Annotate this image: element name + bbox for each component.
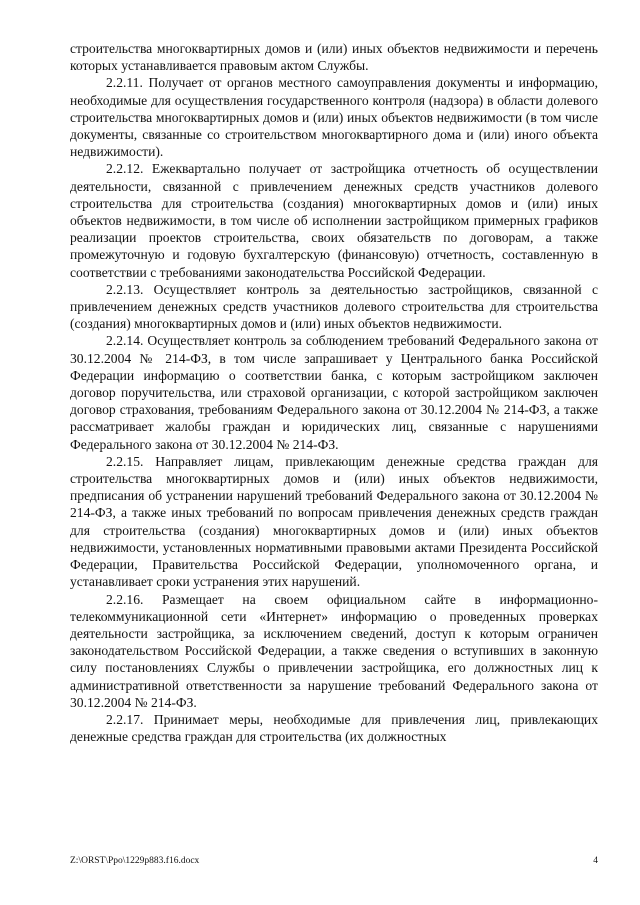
page-number: 4 <box>593 856 598 866</box>
file-path: Z:\ORST\Ppo\1229p883.f16.docx <box>70 856 200 866</box>
paragraph-2-2-17: 2.2.17. Принимает меры, необходимые для привлечения лиц, привлекающих денежные средства граждан для строительства (их должностных <box>70 711 598 745</box>
paragraph-2-2-11: 2.2.11. Получает от органов местного самоуправления документы и информацию, необходимые для осуществления государственного контроля (надзора) в области долевого строительства многоквартирных домов и (или) иных объектов недвижимости (в том числе документы, связанные со строительством многоквартирного дома и (или) иного объекта недвижимости). <box>70 75 598 160</box>
paragraph-2-2-12: 2.2.12. Ежеквартально получает от застройщика отчетность об осуществлении деятельности, связанной с привлечением денежных средств участников долевого строительства для строительства (создания) многоквартирных домов и (или) иных объектов недвижимости, в том числе об исполнении застройщиком примерных графиков реализации проектов строительства, своих обязательств по договорам, а также промежуточную и годовую бухгалтерскую (финансовую) отчетность, составленную в соответствии с требованиями законодательства Российской Федерации. <box>70 161 598 280</box>
paragraph-continuation: строительства многоквартирных домов и (или) иных объектов недвижимости и перечень которых устанавливается правовым актом Службы. <box>70 41 598 74</box>
paragraph-2-2-13: 2.2.13. Осуществляет контроль за деятельностью застройщиков, связанной с привлечением денежных средств участников долевого строительства для строительства (создания) многоквартирных домов и (или) иных объектов недвижимости. <box>70 281 598 332</box>
paragraph-2-2-16: 2.2.16. Размещает на своем официальном сайте в информационно-телекоммуникационной сети «Интернет» информацию о проведенных проверках деятельности застройщика, за исключением сведений, доступ к которым ограничен законодательством Российской Федерации, а также сведения о вступивших в законную силу постановлениях Службы о привлечении застройщика, его должностных лиц к административной ответственности за нарушение требований Федерального закона от 30.12.2004 № 214-ФЗ. <box>70 591 598 710</box>
paragraph-2-2-14: 2.2.14. Осуществляет контроль за соблюдением требований Федерального закона от 30.12.2004 № 214-ФЗ, в том числе запрашивает у Центрального банка Российской Федерации информацию о соответствии банка, с которым застройщиком заключен договор поручительства, или страховой организации, с которой застройщиком заключен договор страхования, требованиям Федерального закона от 30.12.2004 № 214-ФЗ, а также рассматривает жалобы граждан и юридических лиц, связанные с нарушениями Федерального закона от 30.12.2004 № 214-ФЗ. <box>70 333 598 452</box>
document-body <box>70 40 598 745</box>
paragraph-2-2-15: 2.2.15. Направляет лицам, привлекающим денежные средства граждан для строительства многоквартирных домов и (или) иных объектов недвижимости, предписания об устранении нарушений требований Федерального закона от 30.12.2004 № 214-ФЗ, а также иных требований по вопросам привлечения денежных средств граждан для строительства (создания) многоквартирных домов и (или) иных объектов недвижимости, установленных нормативными правовыми актами Президента Российской Федерации, Правительства Российской Федерации, уполномоченного органа, и устанавливает сроки устранения этих нарушений. <box>70 453 598 590</box>
